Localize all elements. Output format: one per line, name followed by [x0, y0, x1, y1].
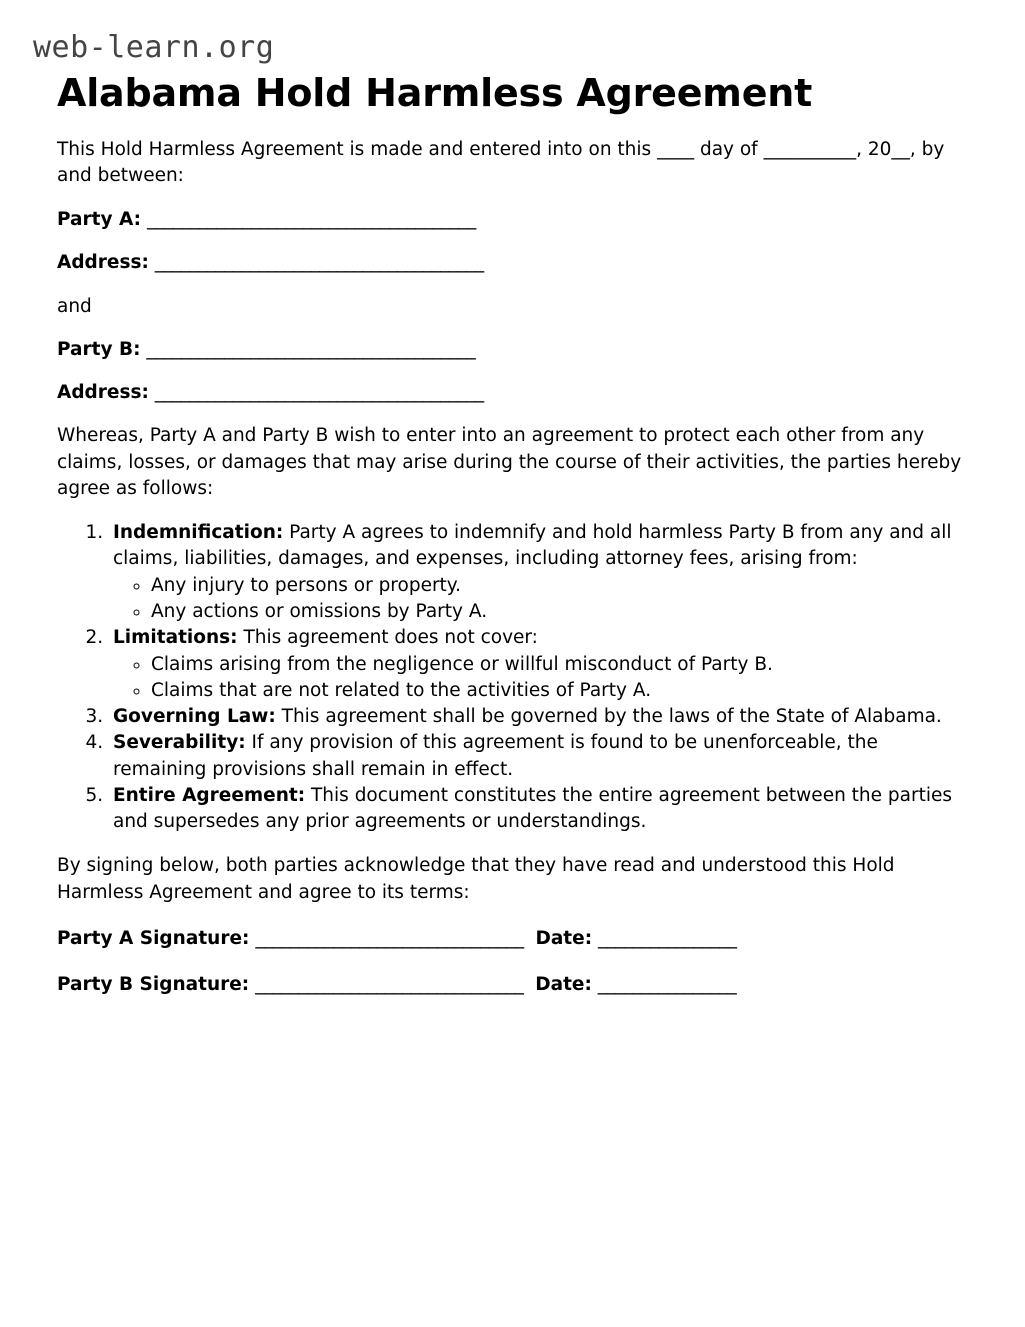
clause-text: If any provision of this agreement is found to be unenforceable, the remaining provisions shall remain in effect. — [113, 732, 878, 780]
clause-item — [109, 704, 964, 730]
clause-term: Severability: — [113, 732, 246, 754]
party-b-field — [57, 337, 964, 363]
party-a-address-field — [57, 250, 964, 276]
clause-term: Governing Law: — [113, 706, 276, 728]
party-a-address-blank[interactable]: ______________________________________ — [154, 252, 484, 274]
list-item: ◦ Any actions or omissions by Party A. — [151, 599, 964, 625]
party-b-label: Party B: — [57, 338, 141, 360]
clause-item — [109, 520, 964, 625]
party-a-address-label: Address: — [57, 252, 149, 274]
party-b-address-blank[interactable]: ______________________________________ — [154, 382, 484, 404]
party-a-date-label: Date: — [535, 927, 593, 949]
party-b-blank[interactable]: ______________________________________ — [146, 338, 476, 360]
party-a-blank[interactable]: ______________________________________ — [146, 209, 476, 231]
clause-subitems — [113, 652, 964, 705]
intro-paragraph: This Hold Harmless Agreement is made and entered into on this ____ day of __________, 20__, by and between: — [57, 138, 945, 186]
clause-text: Party A agrees to indemnify and hold harmless Party B from any and all claims, liabilities, damages, and expenses, including attorney fees, arising from: — [113, 522, 952, 570]
clauses-list — [57, 520, 964, 835]
party-a-signature-blank[interactable]: _______________________________ — [255, 927, 524, 949]
closing-paragraph: By signing below, both parties acknowledge that they have read and understood this Hold Harmless Agreement and agree to its terms: — [57, 855, 895, 903]
whereas-paragraph: Whereas, Party A and Party B wish to enter into an agreement to protect each other from any claims, losses, or damages that may arise during the course of their activities, the parties hereby agree as follows: — [57, 425, 962, 499]
party-b-signature-row — [57, 972, 964, 998]
document-content — [57, 72, 964, 1018]
clause-term: Indemnification: — [113, 522, 284, 544]
page-title: Alabama Hold Harmless Agreement — [57, 71, 813, 115]
party-a-field — [57, 207, 964, 233]
clause-term: Limitations: — [113, 627, 238, 649]
clause-subitems — [113, 573, 964, 626]
party-a-date-blank[interactable]: ________________ — [598, 927, 737, 949]
clause-item — [109, 625, 964, 704]
party-b-date-label: Date: — [535, 974, 592, 996]
list-item: ◦ Claims that are not related to the activities of Party A. — [151, 678, 964, 704]
party-b-signature-label: Party B Signature: — [57, 974, 250, 996]
clause-term: Entire Agreement: — [113, 784, 306, 806]
party-a-signature-row — [57, 926, 964, 952]
clause-text: This agreement shall be governed by the laws of the State of Alabama. — [275, 706, 942, 728]
party-b-address-field — [57, 380, 964, 406]
party-a-signature-label: Party A Signature: — [57, 927, 250, 949]
site-logo: web-learn.org — [33, 30, 275, 65]
party-b-signature-blank[interactable]: _______________________________ — [255, 974, 524, 996]
party-b-address-label: Address: — [57, 382, 149, 404]
conjunction-and: and — [57, 295, 92, 317]
clause-text: This document constitutes the entire agreement between the parties and supersedes any prior agreements or understandings. — [113, 784, 953, 833]
party-b-date-blank[interactable]: ________________ — [597, 974, 737, 996]
clause-text: This agreement does not cover: — [237, 627, 538, 649]
list-item: ◦ Claims arising from the negligence or willful misconduct of Party B. — [151, 652, 964, 678]
clause-item — [109, 783, 964, 836]
party-a-label: Party A: — [57, 209, 142, 231]
list-item: ◦ Any injury to persons or property. — [151, 573, 964, 599]
clause-item — [109, 730, 964, 783]
